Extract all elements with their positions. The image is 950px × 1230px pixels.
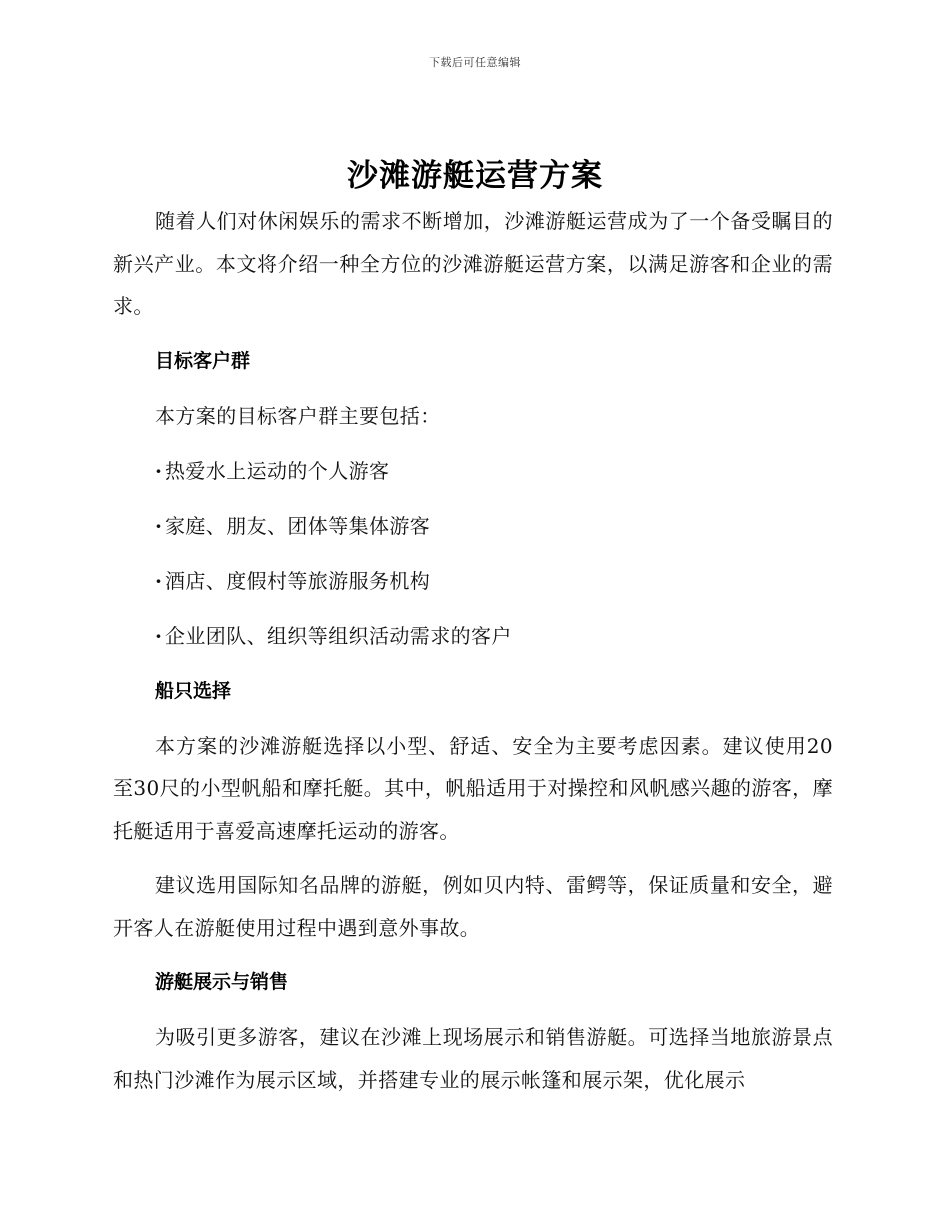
list-item: [155, 450, 833, 492]
boats-paragraph-2: 建议选用国际知名品牌的游艇，例如贝内特、雷鳄等，保证质量和安全，避开客人在游艇使用过程中遇到意外事故。: [113, 873, 833, 940]
list-item: [155, 615, 833, 657]
list-item-text: 企业团队、组织等组织活动需求的客户: [165, 623, 512, 648]
header-note: 下载后可任意编辑: [429, 56, 521, 69]
document-title: 沙滩游艇运营方案: [347, 158, 603, 194]
bullet-icon: ·: [155, 513, 163, 538]
target-lead-text: 本方案的目标客户群主要包括：: [155, 403, 441, 428]
list-item-text: 热爱水上运动的个人游客: [165, 458, 390, 483]
document-body: [113, 200, 833, 1113]
intro-paragraph: 随着人们对休闲娱乐的需求不断增加，沙滩游艇运营成为了一个备受瞩目的新兴产业。本文将介绍一种全方位的沙滩游艇运营方案，以满足游客和企业的需求。: [113, 209, 833, 318]
display-paragraph-1: 为吸引更多游客，建议在沙滩上现场展示和销售游艇。可选择当地旅游景点和热门沙滩作为展示区域，并搭建专业的展示帐篷和展示架，优化展示: [113, 1025, 833, 1092]
list-item: [155, 505, 833, 547]
list-item: [155, 560, 833, 602]
bullet-icon: ·: [155, 458, 163, 483]
section-heading-boats: 船只选择: [155, 679, 232, 702]
boats-paragraph-1: 本方案的沙滩游艇选择以小型、舒适、安全为主要考虑因素。建议使用20至30尺的小型帆船和摩托艇。其中，帆船适用于对操控和风帆感兴趣的游客，摩托艇适用于喜爱高速摩托运动的游客。: [113, 733, 833, 843]
list-item-text: 酒店、度假村等旅游服务机构: [165, 568, 431, 593]
bullet-icon: ·: [155, 623, 163, 648]
section-heading-display: 游艇展示与销售: [155, 971, 289, 993]
bullet-icon: ·: [155, 568, 163, 593]
list-item-text: 家庭、朋友、团体等集体游客: [165, 513, 431, 538]
section-heading-target: 目标客户群: [155, 349, 251, 372]
